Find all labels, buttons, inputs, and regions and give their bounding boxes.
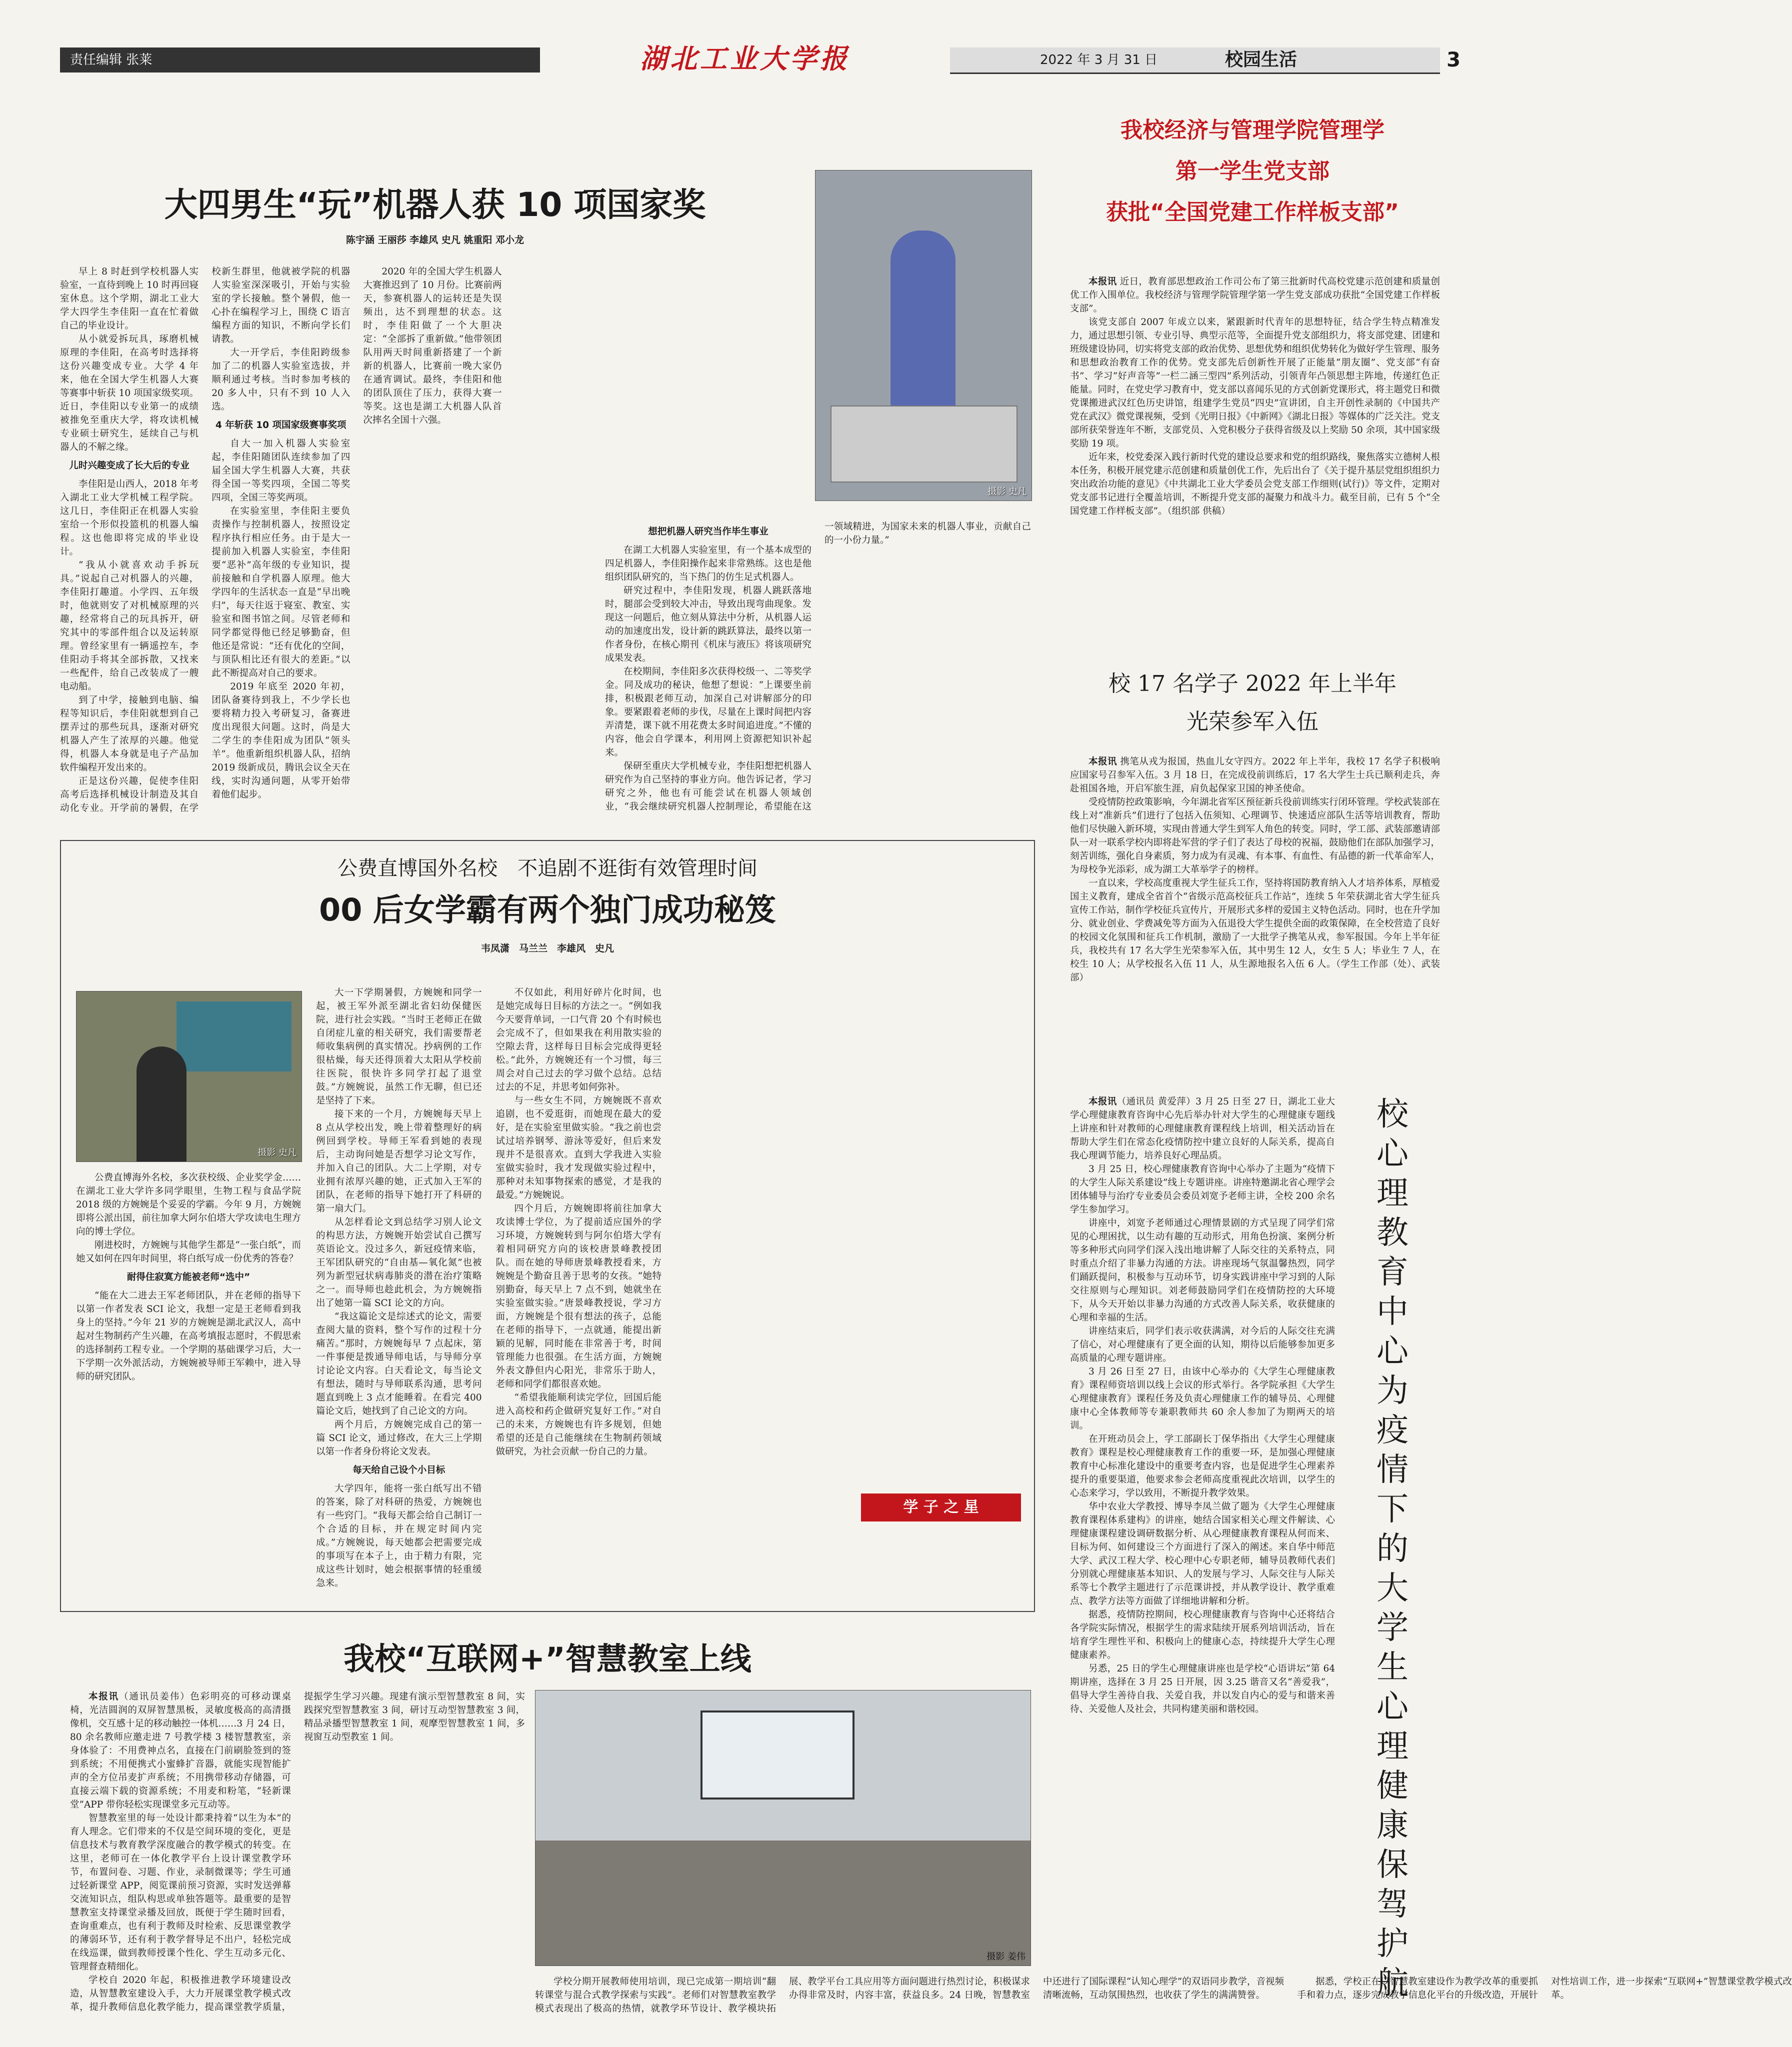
- header-right-bar: [950, 48, 1440, 74]
- title-line: 第一学生党支部: [1176, 158, 1330, 184]
- paragraph: 3 月 26 日至 27 日，由该中心举办的《大学生心理健康教育》课程师资培训以线上会议的形式举行。各学院承担《大学生心理健康教育》课程任务及负责心理健康工作的辅导员、心理健康中心全体教师等专兼职教师共 60 余人参加了为期两天的培训。: [1070, 1366, 1335, 1431]
- classroom-screen: [700, 1710, 854, 1800]
- screen-backdrop: [176, 1002, 292, 1072]
- article-scholar: [60, 840, 1035, 1612]
- paragraph: 本报讯（通讯员 黄爱萍）3 月 25 日至 27 日，湖北工业大学心理健康教育咨询中心先后举办针对大学生的心理健康专题线上讲座和针对教师的心理健康教育课程线上培训，相关活动旨在帮助大学生们在常态化疫情防控中建立良好的人际关系，提高自我心理调节能力，培养良好心理品质。: [1070, 1096, 1335, 1161]
- paragraph: 与一些女生不同，方婉婉既不喜欢追剧，也不爱逛街，而她现在最大的爱好，是在实验室里做实验。“我之前也尝试过培养钢琴、游泳等爱好，但后来发现并不是很喜欢。直到大学我进入实验室做实验时，我才发现做实验过程中，那种对未知事物探索的感觉，才是我的最爱。”方婉婉说。: [496, 1096, 662, 1200]
- paragraph: 保研至重庆大学机械专业，李佳阳想把机器人研究作为自己坚持的事业方向。他告诉记者，学习研究之外，他也有可能尝试在机器人领域创业，“我会继续研究机器人控制理论，希望能在这一领域精进，为国家未来的机器人事业，贡献自己的一小份力量。”: [605, 522, 1031, 812]
- title-char: 生: [1376, 1649, 1408, 1686]
- issue-date: 2022 年 3 月 31 日: [1040, 52, 1158, 68]
- article-psychology-title: [1350, 1095, 1435, 2020]
- title-char: 大: [1376, 1570, 1408, 1607]
- subheading: 想把机器人研究当作毕生事业: [648, 526, 768, 537]
- student-figure: [890, 230, 956, 430]
- editor-label: 责任编辑 张莱: [70, 52, 152, 68]
- article-smart-classroom-body-cont: [535, 1975, 1792, 2020]
- paragraph: 研究过程中，李佳阳发现，机器人跳跃落地时，腿部会受到较大冲击，导致出现弯曲现象。发现这一问题后，他立刻从算法中分析，从机器人运动的加速度出发，设计新的跳跃算法，最终以第一作者身份，在核心期刊《机床与液压》将该项研究成果发表。: [605, 586, 812, 664]
- speaker-figure: [136, 1046, 186, 1162]
- article-robot: [60, 170, 1035, 825]
- article-psychology-body: [1070, 1095, 1335, 2020]
- paragraph: 2020 年的全国大学生机器人大赛推迟到了 10 月份。比赛前两天，参赛机器人的运转还是失误频出，达不到理想的状态。这时，李佳阳做了一个大胆决定：“全部拆了重新做。”他带领团队用两天时间重新搭建了一个新新的机器人，比赛前一晚大家仍在通宵调试。最终，李佳阳和他的团队顶住了压力，获得大赛一等奖。这也是湖工大机器人队首次摔名全国十六强。: [363, 266, 502, 426]
- article-scholar-lead: [76, 1171, 301, 1601]
- paragraph: 该党支部自 2007 年成立以来，紧跟新时代青年的思想特征，结合学生特点精准发力，通过思想引领、专业引导、典型示范等，全面提升党支部组织力，将支部党建、团建和班级建设协同，切实将党支部的政治优势、思想优势和组织优势转化为做好学生管理、服务和思想政治教育工作的优势。党支部先后创新性开展了正能量“朋友圈”、党支部“有奋书”、学习“好声音等”一栏二涵三型四”系列活动，引领青年凸领思想主阵地，传递红色正能量。同时，在党史学习教育中，党支部以喜闻乐见的方式创新党课形式，将主题党日和微党课搬进武汉红色历史讲馆，组建学生党员“四史”宣讲团，自主开创性录制的《中国共产党在武汉》微党课视频，受到《光明日报》《中新网》《湖北日报》等媒体的广泛关注。党支部所获荣誉连年不断，支部党员、入党积极分子获得省级及以上奖励 50 余项，其中国家级奖励 19 项。: [1070, 317, 1440, 449]
- article-robot-body-cont: [605, 520, 1031, 820]
- paragraph: 讲座中，刘宽予老师通过心理情景剧的方式呈现了同学们常见的心理困扰，以生动有趣的互动形式，用角色扮演、案例分析等多种形式向同学们深入浅出地讲解了人际交往的关系特点，同时重点介绍了非暴力沟通的方法。讲座现场气氛温馨热烈，同学们踊跃提问，积极参与互动环节，切身实践讲座中学习到的人际交往原则与心理知识。刘老师鼓励同学们在疫情防控的大环境下，从今天开始以非暴力沟通的方式改善人际关系，收获健康的心理和幸福的生活。: [1070, 1218, 1335, 1323]
- article-party-branch: [1060, 110, 1445, 645]
- title-line: 校 17 名学子 2022 年上半年: [1108, 671, 1396, 696]
- article-enlistment: [1060, 665, 1445, 1075]
- masthead: 湖北工业大学报: [640, 42, 850, 74]
- paragraph: 华中农业大学教授、博导李凤兰做了题为《大学生心理健康教育课程体系建构》的讲座，她结合国家相关心理文件解读、心理健康课程建设调研数据分析、从心理健康教育课程从何而来、目标为何、如何建设三个方面进行了深入的阐述。来自华中师范大学、武汉工程大学、校心理中心专职老师，辅导员教师代表们分别就心理健康基本知识、人的发展与学习、人际交往与人际关系等七个教学主题进行了示范课讲授，并从教学设计、教学重难点、教学方法等方面做了详细地讲解和分析。: [1070, 1502, 1335, 1606]
- paragraph: 3 月 25 日，校心理健康教育咨询中心举办了主题为“疫情下的大学生人际关系建设”线上专题讲座。讲座特邀湖北省心理学会团体辅导与治疗专业委员会委员刘宽予老师主讲，全校 200 余名学生参加学习。: [1070, 1164, 1335, 1215]
- classroom-photo-credit: 摄影 姜伟: [986, 1952, 1026, 1962]
- subheading: 耐得住寂寞方能被老师“选中”: [126, 1272, 250, 1282]
- paragraph: 本报讯 携笔从戎为报国，热血儿女守四方。2022 年上半年，我校 17 名学子积极响应国家号召参军入伍。3 月 18 日，在完成役前训练后，17 名大学生士兵已顺利走兵，奔赴祖国各地，开启军旅生涯，肩负起保家卫国的神圣使命。: [1070, 756, 1440, 794]
- title-char: 的: [1376, 1530, 1408, 1568]
- paragraph: 自大一加入机器人实验室起，李佳阳随团队连续参加了四届全国大学生机器人大赛，共获得全国一等奖四项，全国二等奖四项，全国三等奖两项。: [212, 438, 350, 503]
- paragraph: 受疫情防控政策影响，今年湖北省军区预征新兵役前训练实行闭环管理。学校武装部在线上对“准新兵”们进行了包括入伍须知、心理调节、快速适应部队生活等培训教育，帮助他们尽快融入新环境，实现由普通大学生到军人角色的转变。同时，学工部、武装部邀请部队一对一联系学校内即将赴军营的学子们了表达了母校的祝福，鼓励他们在部队加强学习，刻苦训练，强化自身素质，努力成为有灵魂、有本事、有血性、有品德的新一代革命军人，为母校争光添彩，成为湖工大革举学子的榜样。: [1070, 797, 1440, 875]
- paragraph: 从怎样看论文到总结学习别人论文的构思方法，方婉婉开始尝试自己撰写英语论文。没过多久，新冠疫情来临，王军团队研究的“自由基—氧化氮”也被列为新型冠状病毒肺炎的潜在治疗策略之一。而导师也趁此机会，为方婉婉指出了她第一篇 SCI 论文的方向。: [316, 1217, 482, 1308]
- article-enlistment-body: [1070, 755, 1440, 1075]
- paragraph: 据悉，疫情防控期间，校心理健康教育与咨询中心还将结合各学院实际情况，根据学生的需求陆续开展系列培训活动，旨在培育学生理性平和、积极向上的健康心态，持续提升大学生心理健康素养。: [1070, 1610, 1335, 1660]
- paragraph: 大一开学后，李佳阳跨级参加了二的机器人实验室选拔，并顺利通过考核。当时参加考核的 20 多人中，只有不到 10 人入选。: [212, 348, 350, 412]
- article-scholar-authors: 韦凤潇 马兰兰 李雄风 史凡: [480, 943, 614, 954]
- paragraph: 两个月后，方婉婉完成自己的第一篇 SCI 论文，通过修改，在大三上学期以第一作者身份将论文发表。: [316, 1420, 482, 1457]
- article-enlistment-title: [1060, 665, 1445, 741]
- title-char: 保: [1376, 1846, 1408, 1884]
- paragraph: 刚进校时，方婉婉与其他学生都是“一张白纸”，而她又如何在四年时间里，将白纸写成一份优秀的答卷？: [76, 1240, 301, 1264]
- paragraph: 另悉，25 日的学生心理健康讲座也是学校“心语讲坛”第 64 期讲座，选择在 3 月 25 日开展，因 3.25 谐音又名“善爱我”，倡导大学生善待自我、关爱自我，并以发自内心的爱与和谐来善待、关爱他人及社会，共同构建美丽和谐校园。: [1070, 1664, 1335, 1714]
- title-char: 康: [1376, 1807, 1408, 1844]
- robot-platform: [830, 406, 1018, 482]
- article-scholar-kicker: 公费直博国外名校 不追剧不逛街有效管理时间: [338, 857, 758, 880]
- paragraph: 在湖工大机器人实验室里，有一个基本成型的四足机器人，李佳阳操作起来非常熟练。这也是他组织团队研究的，当下热门的仿生足式机器人。: [605, 545, 812, 582]
- title-char: 护: [1376, 1926, 1408, 1962]
- article-psychology: [1060, 1095, 1445, 2025]
- paragraph: “我这篇论文是综述式的论文，需要查阅大量的资料，整个写作的过程十分痛苦。”那时，方婉婉每早 7 点起床，第一件事便是拨通导师电话，与导师分享讨论论文内容。白天看论文，每当论文有想法，随时与导师联系沟通，思考问题直到晚上 3 点才能睡着。在看完 400 篇论文后，她找到了自己论文的方向。: [316, 1312, 482, 1416]
- title-char: 理: [1376, 1175, 1408, 1212]
- title-char: 下: [1376, 1491, 1408, 1528]
- title-char: 航: [1376, 1965, 1408, 2002]
- title-char: 情: [1376, 1452, 1408, 1488]
- classroom-desks: [536, 1840, 1030, 1966]
- paragraph: “希望我能顺利读完学位，回国后能进入高校和药企做研究复好工作。”对自己的未来，方婉婉也有许多规划，但她希望的还是自己能继续在生物制药领域做研究，为社会贡献一份自己的力量。: [496, 1392, 662, 1457]
- robot-photo: [815, 170, 1032, 501]
- title-char: 心: [1376, 1333, 1408, 1370]
- article-scholar-title: 00 后女学霸有两个独门成功秘笈: [319, 892, 776, 928]
- title-char: 中: [1376, 1294, 1408, 1330]
- section-name: 校园生活: [1225, 50, 1298, 70]
- robot-photo-credit: 摄影 史凡: [988, 486, 1026, 497]
- page-header: [0, 0, 1496, 75]
- title-char: 为: [1376, 1372, 1408, 1410]
- title-char: 学: [1376, 1610, 1408, 1646]
- title-line: 光荣参军入伍: [1186, 709, 1318, 734]
- title-char: 心: [1376, 1136, 1408, 1172]
- title-char: 理: [1376, 1728, 1408, 1765]
- paragraph: 不仅如此，利用好碎片化时间，也是她完成每日目标的方法之一。“例如我今天要背单词，一口气背 20 个有时候也会完成不了，但如果我在利用散实验的空隙去背，这样每日目标会完成得更轻松。”此外，方婉婉还有一个习惯，每三周会对自己过去的学习做个总结。总结过去的不足，并思考如何弥补。: [496, 988, 662, 1092]
- title-char: 教: [1376, 1214, 1408, 1252]
- subheading: 每天给自己设个小目标: [352, 1465, 446, 1476]
- scholar-photo-credit: 摄影 史凡: [258, 1148, 296, 1158]
- paragraph: 学校分期开展教师使用培训，现已完成第一期培训“翻转课堂与混合式教学探索与实践”。老师们对智慧教室教学模式表现出了极高的热情，就教学环节设计、教学模块拓展、教学平台工具应用等方面问题进行热烈讨论，积极谋求办得非常及时，内容丰富，获益良多。24 日晚，智慧教室中还进行了国际课程“认知心理学”的双语同步教学，音视频清晰流畅，互动氛围热烈，也收获了学生的满满赞誉。: [535, 1976, 1284, 2014]
- page-number: 3: [1446, 48, 1460, 72]
- article-party-branch-title: [1060, 110, 1445, 233]
- article-robot-title: 大四男生“玩”机器人获 10 项国家奖: [164, 186, 706, 224]
- paragraph: 从小就爱拆玩具，琢磨机械原理的李佳阳，在高考时选择将这份兴趣变成专业。大学 4 年来，他在全国大学生机器人大赛等赛事中斩获 10 项国家级奖项。近日，李佳阳以专业第一的成绩被推免至重庆大学，将攻读机械专业硕士研究生，延续自己与机器人的不解之缘。: [60, 334, 199, 452]
- paragraph: 在校期间，李佳阳多次获得校级一、二等奖学金。同及成功的秘诀，他想了想说：“上课要坐前排，积极跟老师互动，加深自己对讲解部分的印象。要紧跟着老师的步伐，尽量在上课时间把内容弄清楚，课下就不用花费太多时间追进度。”不懂的内容，他会自学课本，利用网上资源把知识补起来。: [605, 666, 812, 758]
- paragraph: 大学四年，能将一张白纸写出不错的答案，除了对科研的热爱，方婉婉也有一些窍门。“我每天都会给自己制订一个合适的目标，并在规定时间内完成。”方婉婉说，每天她都会把需要完成的事项写在本子上，由于精力有限，完成这些计划时，她会根据事情的轻重缓急来。: [316, 1484, 482, 1588]
- paragraph: 早上 8 时赶到学校机器人实验室，一直待到晚上 10 时再回寝室休息。这个学期，湖北工业大学大四学生李佳阳一直在忙着做自己的毕业设计。: [60, 266, 199, 331]
- paragraph: 据悉，学校正在以智慧教室建设作为教学改革的重要抓手和着力点，逐步完成教学信息化平台的升级改造，开展针对性培训工作，进一步探索“互联网+”智慧课堂教学模式改革。: [1297, 1976, 1792, 2000]
- article-robot-authors: 陈宇涵 王丽莎 李雄风 史凡 姚重阳 邓小龙: [346, 234, 524, 246]
- article-smart-classroom-body: [70, 1690, 525, 2015]
- paragraph: “我从小就喜欢动手拆玩具。”说起自己对机器人的兴趣，李佳阳打趣道。小学四、五年级时，他就则安了对机械原理的兴趣，经常将自己的玩具拆开，研究其中的零部件组合以及运转原理。曾经家里有一辆遥控车，李佳阳动手将其全部拆散，又找来一些配件，给自己改装成了一艘电动船。: [60, 560, 199, 692]
- paragraph: 李佳阳是山西人，2018 年考入湖北工业大学机械工程学院。这几日，李佳阳正在机器人实验室给一个形似投篮机的机器人编程。这也他即将完成的毕业设计。: [60, 479, 199, 557]
- title-char: 育: [1376, 1254, 1408, 1291]
- title-char: 校: [1376, 1096, 1408, 1133]
- title-line: 获批“全国党建工作样板支部”: [1106, 200, 1399, 225]
- paragraph: 本报讯（通讯员姜伟）色彩明亮的可移动课桌椅，光洁圆润的双屏智慧黑板，灵敏度极高的高清摄像机，交互感十足的移动触控一体机……3 月 24 日，80 余名教师应邀走进 7 号教学楼 3 楼智慧教室，亲身体验了：不用费神点名，直接在门前刷脸签到的签到系统；不用便携式小蜜蜂扩音器，就能实现智能扩声的全方位吊麦扩声系统；不用携带移动存储器，可直接云端下载的资源系统；不用麦和粉笔，“轻新课堂”APP 带你轻松实现课堂多元互动等。: [70, 1692, 291, 1810]
- title-char: 心: [1376, 1688, 1408, 1726]
- title-char: 疫: [1376, 1412, 1408, 1449]
- paragraph: 接下来的一个月，方婉婉每天早上 8 点从学校出发，晚上带着整理好的病例回到学校。导师王军看到她的表现后，主动询问她是否想学习论文写作，并加入自己的团队。大二上学期，对专业拥有浓厚兴趣的她，正式加入王军的团队，在老师的指导下她打开了科研的第一扇大门。: [316, 1109, 482, 1214]
- paragraph: 大一下学期暑假，方婉婉和同学一起，被王军外派至湖北省妇幼保健医院，进行社会实践。“当时王老师正在做自闭症儿童的相关研究，我们需要帮老师收集病例的真实情况。抄病例的工作很枯燥，每天还得顶着大太阳从学校前往医院，很快许多同学打起了退堂鼓。”方婉婉说，虽然工作无聊，但已还是坚持了下来。: [316, 988, 482, 1106]
- article-party-branch-body: [1070, 275, 1440, 645]
- paragraph: 在开班动员会上，学工部副长丁保华指出《大学生心理健康教育》课程是校心理健康教育工作的重要一环，是加强心理健康教育中心标准化建设中的重要考查内容，也是促进学生心理素养提升的重要渠道，他要求参会老师高度重视此次培训，以学生的心态来学习，学以致用，不断提升教学效果。: [1070, 1434, 1335, 1498]
- classroom-photo: [535, 1690, 1031, 1966]
- paragraph: “能在大二进去王军老师团队，并在老师的指导下以第一作者发表 SCI 论文，我想一定是王老师看到我身上的坚持。”今年 21 岁的方婉婉是湖北武汉人，高中起对生物制药产生兴趣，在高考填报志愿时，不假思索的选择制药工程专业。一个学期的基础课学习后，大一下学期一次外派活动，方婉婉被导师王军赖中，进入导师的研究团队。: [76, 1290, 301, 1382]
- paragraph: 公费直博海外名校，多次获校级、企业奖学金……在湖北工业大学许多同学眼里，生物工程与食品学院 2018 级的方婉婉是个妥妥的学霸。今年 9 月，方婉婉即将公派出国，前往加拿大阿尔伯塔大学攻读电生理方向的博士学位。: [76, 1172, 301, 1237]
- column-tag: 学 子 之 星: [861, 1494, 1021, 1522]
- subheading: 儿时兴趣变成了长大后的专业: [69, 460, 190, 471]
- paragraph: 在实验室里，李佳阳主要负责操作与控制机器人，按照设定程序执行相应任务。由于是大一提前加入机器人实验室，李佳阳要“恶补”高年级的专业知识，提前接触和自学机器人原理。他大学四年的生活状态一直是“早出晚归”，每天往返于寝室、教室、实验室和图书馆之间。尽管老师和同学都觉得他已经足够勤奋，但他还是常说：“还有优化的空间，与顶队相比还有很大的差距。”以此不断提高对自己的要求。: [212, 506, 350, 678]
- paragraph: 正是这份兴趣，促使李佳阳高考后选择机械设计制造及其自动化专业。开学前的暑假，在学校新生群里，他就被学院的机器人实验室深深吸引，开始与实验室的学长接触。整个暑假，他一心扑在编程学习上，围绕 C 语言编程方面的知识，不断向学长们请教。: [60, 266, 350, 814]
- paragraph: 四个月后，方婉婉即将前往加拿大攻读博士学位，为了提前适应国外的学习环境，方婉婉转到与阿尔伯塔大学有着相同研究方向的该校唐景峰教授团队。而在她的导师唐景峰教授看来，方婉婉是个勤奋且善于思考的女孩。“她特别勤奋，每天早上 7 点不到，她就坐在实验室做实验。”唐景峰教授说，学习方面，方婉婉是个很有想法的孩子，总能在老师的指导下，一点就通，能提出新颖的见解，同时能在非常善于考，时间管理能力也很强。在生活方面，方婉婉外表文静但内心阳光，非常乐于助人，老师和同学们都很喜欢她。: [496, 1204, 662, 1390]
- scholar-photo: [76, 991, 302, 1162]
- paragraph: 讲座结束后，同学们表示收获满满，对今后的人际交往充满了信心，对心理健康有了更全面的认知，期待以后能够参加更多高质量的心理专题讲座。: [1070, 1326, 1335, 1364]
- title-char: 健: [1376, 1768, 1408, 1804]
- title-line: 我校经济与管理学院管理学: [1120, 118, 1384, 143]
- paragraph: 智慧教室里的每一处设计都秉持着“以生为本”的育人理念。它们带来的不仅是空间环境的变化，更是信息技术与教育教学深度融合的教学模式的转变。在这里，老师可在一体化教学平台上设计课堂教学环节，布置问卷、习题、作业，录制微课等；学生可通过轻新课堂 APP，阅览课前预习资源，实时发送弹幕交流知识点，组队构思或单独答题等。最重要的是智慧教室支持课堂录播及回放，既便于学生随时回看，查询重难点，也有利于教师及时检索、反思课堂教学的薄弱环节，还有利于教学督导足不出户，轻松完成在线巡课，做到教师授课个性化、学生互动多元化、管理督查精细化。: [70, 1813, 291, 1972]
- paragraph: 学校自 2020 年起，积极推进教学环境建设改造，从智慧教室建设入手，大力开展课堂教学模式改革，提升教师信息化教学能力，提高课堂教学质量，提振学生学习兴趣。现建有演示型智慧教室 8 间，实践探究型智慧教室 3 间，研讨互动型智慧教室 3 间，精品录播型智慧教室 1 间，观摩型智慧教室 1 间，多视窗互动型教室 1 间。: [70, 1692, 525, 2012]
- subheading: 4 年斩获 10 项国家级赛事奖项: [216, 420, 346, 430]
- article-smart-classroom-title: 我校“互联网+”智慧教室上线: [344, 1640, 752, 1677]
- title-char: 驾: [1376, 1886, 1408, 1923]
- paragraph: 本报讯 近日，教育部思想政治工作司公布了第三批新时代高校党建示范创建和质量创优工作入围单位。我校经济与管理学院管理学第一学生党支部成功获批“全国党建工作样板支部”。: [1070, 276, 1440, 314]
- paragraph: 近年来，校党委深入践行新时代党的建设总要求和党的组织路线，聚焦落实立德树人根本任务，积极开展党建示范创建和质量创优工作，先后出台了《关于提升基层党组织组织力突出政治功能的意见》《中共湖北工业大学委员会党支部工作细则(试行)》等文件，定期对党支部书记进行全覆盖培训，不断提升党支部的凝聚力和战斗力。截至目前，已有 5 个“全国党建工作样板支部”。（组织部 供稿）: [1070, 452, 1440, 516]
- paragraph: 到了中学，接触到电脑、编程等知识后，李佳阳就想到自己摆弄过的那些玩具，逐渐对研究机器人产生了浓厚的兴趣。他觉得，机器人本身就是电子产品加软件编程开发出来的。: [60, 695, 199, 773]
- paragraph: 2019 年底至 2020 年初，团队备赛待到我上，不少学长也要将精力投入考研复习，备赛进度出现很大问题。这时，尚是大二学生的李佳阳成为团队“领头羊”。他重新组织机器人队，招纳 2019 级新成员，腾讯会议全天在线，实时沟通问题，从零开始带着他们起步。: [212, 682, 350, 800]
- paragraph: 一直以来，学校高度重视大学生征兵工作，坚持将国防教育纳入人才培养体系，厚植爱国主义教育，建成全省首个“省级示范高校征兵工作站”，连续 5 年荣获湖北省大学生征兵宣传工作站，制作学校征兵宣传片，开展形式多样的爱国主义特色活动。同时，也在升学加分、就业创业、学费减免等方面为入伍退役大学生提供全面的政策保障，在全校营造了良好的校园文化氛围和征兵工作机制，激励了一大批学子携笔从戎，参军报国。今年上半年征兵，我校共有 17 名大学生光荣参军入伍，其中男生 12 人，女生 5 人；毕业生 7 人，在校生 10 人；从学校报名入伍 11 人，从生源地报名入伍 6 人。（学生工作部（处）、武装部）: [1070, 878, 1440, 983]
